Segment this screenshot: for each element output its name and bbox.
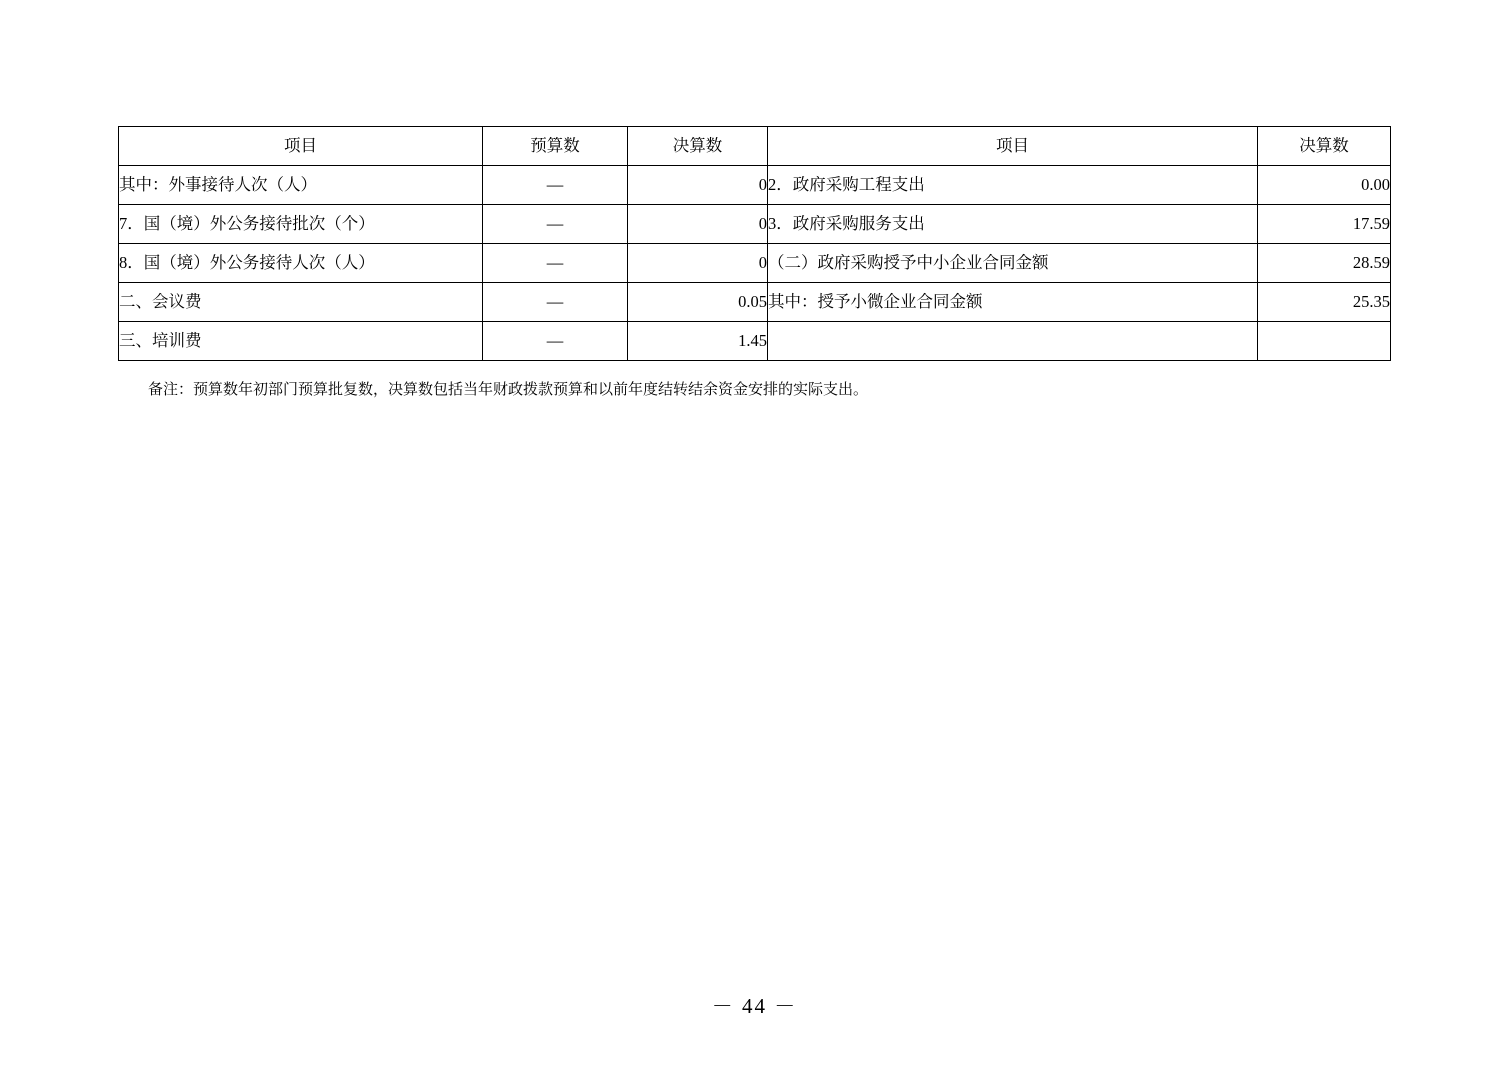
column-header-item-left: 项目 <box>119 127 483 166</box>
cell-left-item: 其中：外事接待人次（人） <box>119 166 483 205</box>
cell-left-item: 三、培训费 <box>119 322 483 361</box>
table-note <box>118 378 1408 402</box>
cell-final2: 17.59 <box>1258 205 1391 244</box>
cell-budget: — <box>483 322 628 361</box>
table-row <box>119 205 1391 244</box>
table-header-row <box>119 127 1391 166</box>
column-header-budget: 预算数 <box>483 127 628 166</box>
cell-budget: — <box>483 283 628 322</box>
page-number: － 44 － <box>711 994 798 1018</box>
cell-right-item <box>768 322 1258 361</box>
cell-right-item: 其中：授予小微企业合同金额 <box>768 283 1258 322</box>
column-header-final: 决算数 <box>628 127 768 166</box>
cell-final: 0 <box>628 205 768 244</box>
cell-left-item: 二、会议费 <box>119 283 483 322</box>
cell-left-item: 7．国（境）外公务接待批次（个） <box>119 205 483 244</box>
table-row <box>119 166 1391 205</box>
cell-final2: 0.00 <box>1258 166 1391 205</box>
cell-final: 1.45 <box>628 322 768 361</box>
table-row <box>119 244 1391 283</box>
cell-budget: — <box>483 205 628 244</box>
cell-final: 0.05 <box>628 283 768 322</box>
financial-table <box>118 126 1391 361</box>
column-header-final2: 决算数 <box>1258 127 1391 166</box>
cell-final: 0 <box>628 244 768 283</box>
cell-left-item: 8．国（境）外公务接待人次（人） <box>119 244 483 283</box>
column-header-item-right: 项目 <box>768 127 1258 166</box>
cell-budget: — <box>483 244 628 283</box>
financial-table-container <box>118 126 1390 361</box>
table-note-text: 备注：预算数年初部门预算批复数，决算数包括当年财政拨款预算和以前年度结转结余资金安排的实际支出。 <box>148 382 869 398</box>
table-row <box>119 283 1391 322</box>
cell-final2: 25.35 <box>1258 283 1391 322</box>
cell-final2: 28.59 <box>1258 244 1391 283</box>
table-header <box>119 127 1391 166</box>
cell-final2 <box>1258 322 1391 361</box>
table-body <box>119 166 1391 361</box>
cell-right-item: 3．政府采购服务支出 <box>768 205 1258 244</box>
cell-budget: — <box>483 166 628 205</box>
table-row <box>119 322 1391 361</box>
cell-right-item: 2．政府采购工程支出 <box>768 166 1258 205</box>
cell-right-item: （二）政府采购授予中小企业合同金额 <box>768 244 1258 283</box>
cell-final: 0 <box>628 166 768 205</box>
